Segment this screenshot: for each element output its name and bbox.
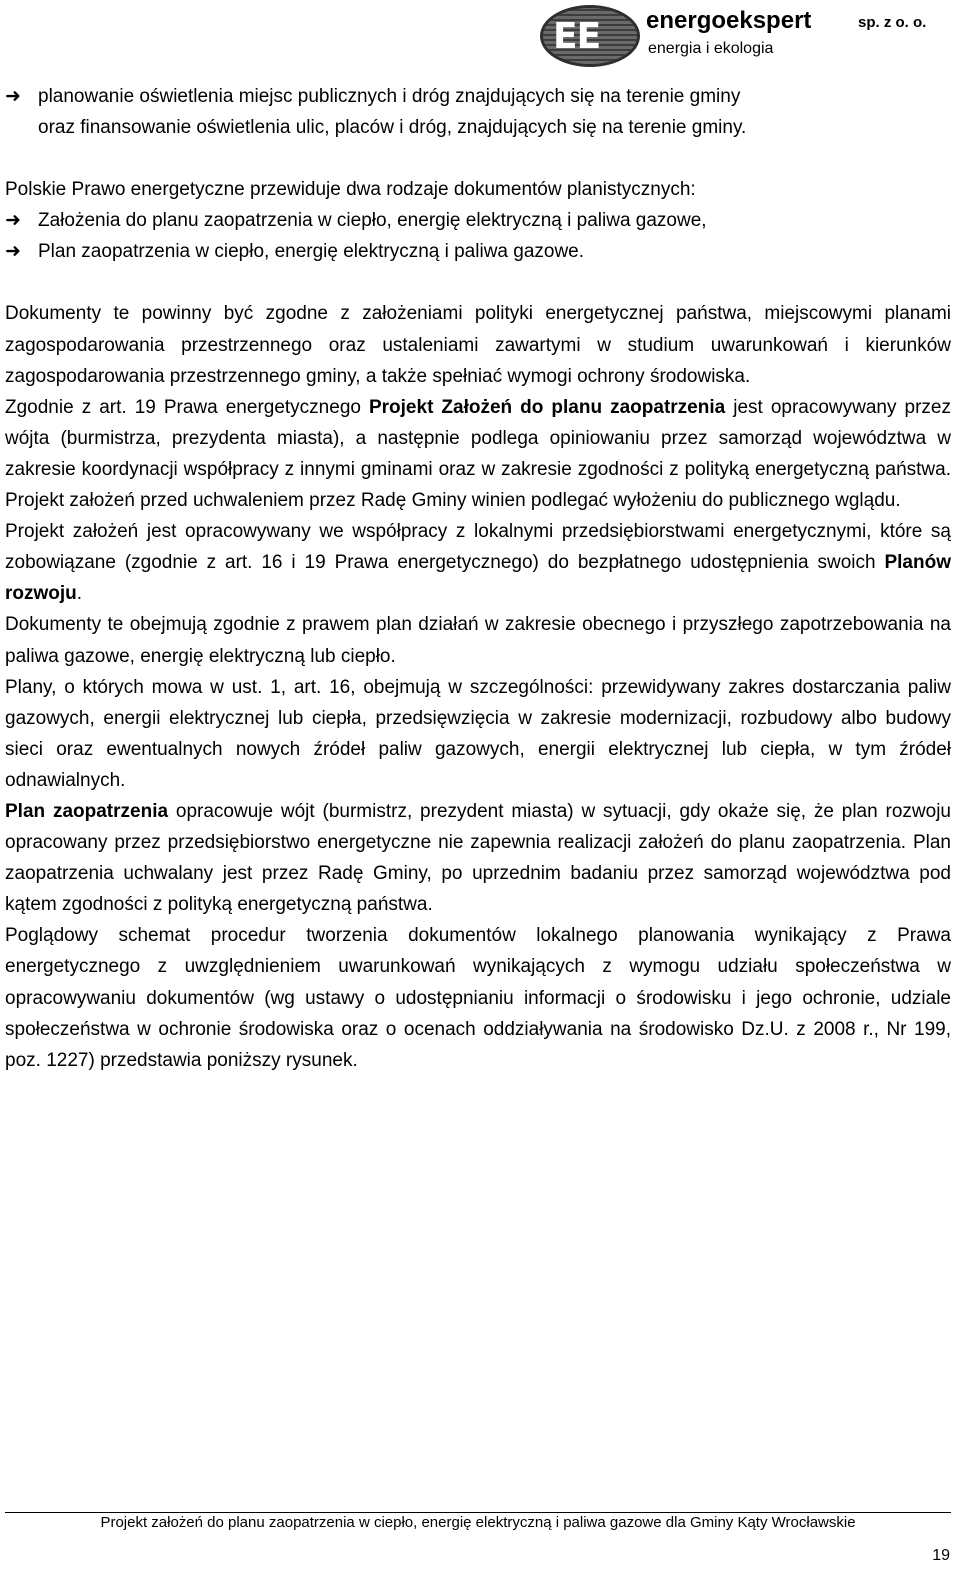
paragraph: Dokumenty te powinny być zgodne z założeniami polityki energetycznej państwa, miejscowymi planami zagospodarowania przestrzennego oraz ustaleniami zawartymi w studium uwarunkowań i kierunków zagospodarowania przestrzennego gminy, a także spełniać wymogi ochrony środowiska. [5,303,951,387]
company-suffix: sp. z o. o. [858,14,927,31]
company-logo [540,3,960,71]
paragraph: Plan zaopatrzenia opracowuje wójt (burmistrz, prezydent miasta) w sytuacji, gdy okaże się, że plan rozwoju opracowany przez przedsiębiorstwo energetyczne nie zapewnia realizacji założeń do planu zaopatrzenia. Plan zaopatrzenia uchwalany jest przez Radę Gminy, po uprzednim badaniu przez samorząd województwa pod kątem zgodności z polityką energetyczną państwa. [5,800,951,916]
footer-divider [5,1512,951,1513]
arrow-right-icon: ➜ [5,210,21,232]
page-number: 19 [932,1547,950,1564]
paragraph: Dokumenty te obejmują zgodnie z prawem plan działań w zakresie obecnego i przyszłego zapotrzebowania na paliwa gazowe, energię elektryczną lub ciepło. [5,614,951,667]
bold-term: Planów rozwoju [5,552,951,605]
bullet-item [5,81,951,143]
intro-text: Polskie Prawo energetyczne przewiduje dwa rodzaje dokumentów planistycznych: [5,179,696,201]
bullet-text: Założenia do planu zaopatrzenia w ciepło, energię elektryczną i paliwa gazowe, [38,210,707,232]
footer-text: Projekt założeń do planu zaopatrzenia w ciepło, energię elektryczną i paliwa gazowe dla Gminy Kąty Wrocławskie [100,1514,856,1531]
paragraph: Poglądowy schemat procedur tworzenia dokumentów lokalnego planowania wynikający z Prawa energetycznego z uwzględnieniem uwarunkowań wynikających z wymogu udziału społeczeństwa w opracowywaniu dokumentów (wg ustawy o udostępnianiu informacji o środowisku i jego ochronie, udziale społeczeństwa w ochronie środowiska oraz o ocenach oddziaływania na środowisko Dz.U. z 2008 r., Nr 199, poz. 1227) przedstawia poniższy rysunek. [5,925,951,1071]
bullet-item [5,236,951,267]
logo-emblem [540,5,640,67]
logo-mark: EE [553,16,601,57]
paragraph: Zgodnie z art. 19 Prawa energetycznego Projekt Założeń do planu zaopatrzenia jest opracowywany przez wójta (burmistrza, prezydenta miasta), a następnie podlega opiniowaniu przez samorząd województwa w zakresie koordynacji współpracy z innymi gminami oraz w zakresie zgodności z polityką energetyczną państwa. Projekt założeń przed uchwaleniem przez Radę Gminy winien podlegać wyłożeniu do publicznego wglądu. [5,396,951,512]
bullet-line: oraz finansowanie oświetlenia ulic, placów i dróg, znajdujących się na terenie gminy. [38,117,747,139]
bullet-text: Plan zaopatrzenia w ciepło, energię elektryczną i paliwa gazowe. [38,241,585,263]
document-body [5,81,951,1076]
bullet-item [5,205,951,236]
company-tagline: energia i ekologia [648,40,774,57]
paragraph: Plany, o których mowa w ust. 1, art. 16, obejmują w szczególności: przewidywany zakres dostarczania paliw gazowych, energii elektrycznej lub ciepła, przedsięwzięcia w zakresie modernizacji, rozbudowy albo budowy sieci oraz ewentualnych nowych źródeł paliw gazowych, energii elektrycznej lub ciepła, w tym źródeł odnawialnych. [5,676,951,791]
bold-term: Projekt Założeń do planu zaopatrzenia [368,396,726,418]
arrow-right-icon: ➜ [5,241,21,263]
bold-term: Plan zaopatrzenia [5,800,169,822]
bullet-line: planowanie oświetlenia miejsc publicznych i dróg znajdujących się na terenie gminy [38,86,741,107]
paragraph: Projekt założeń jest opracowywany we współpracy z lokalnymi przedsiębiorstwami energetycznymi, które są zobowiązane (zgodnie z art. 16 i 19 Prawa energetycznego) do bezpłatnego udostępnienia swoich Planów rozwoju. [5,521,951,605]
arrow-right-icon: ➜ [5,86,21,107]
company-name: energoekspert [646,7,812,34]
